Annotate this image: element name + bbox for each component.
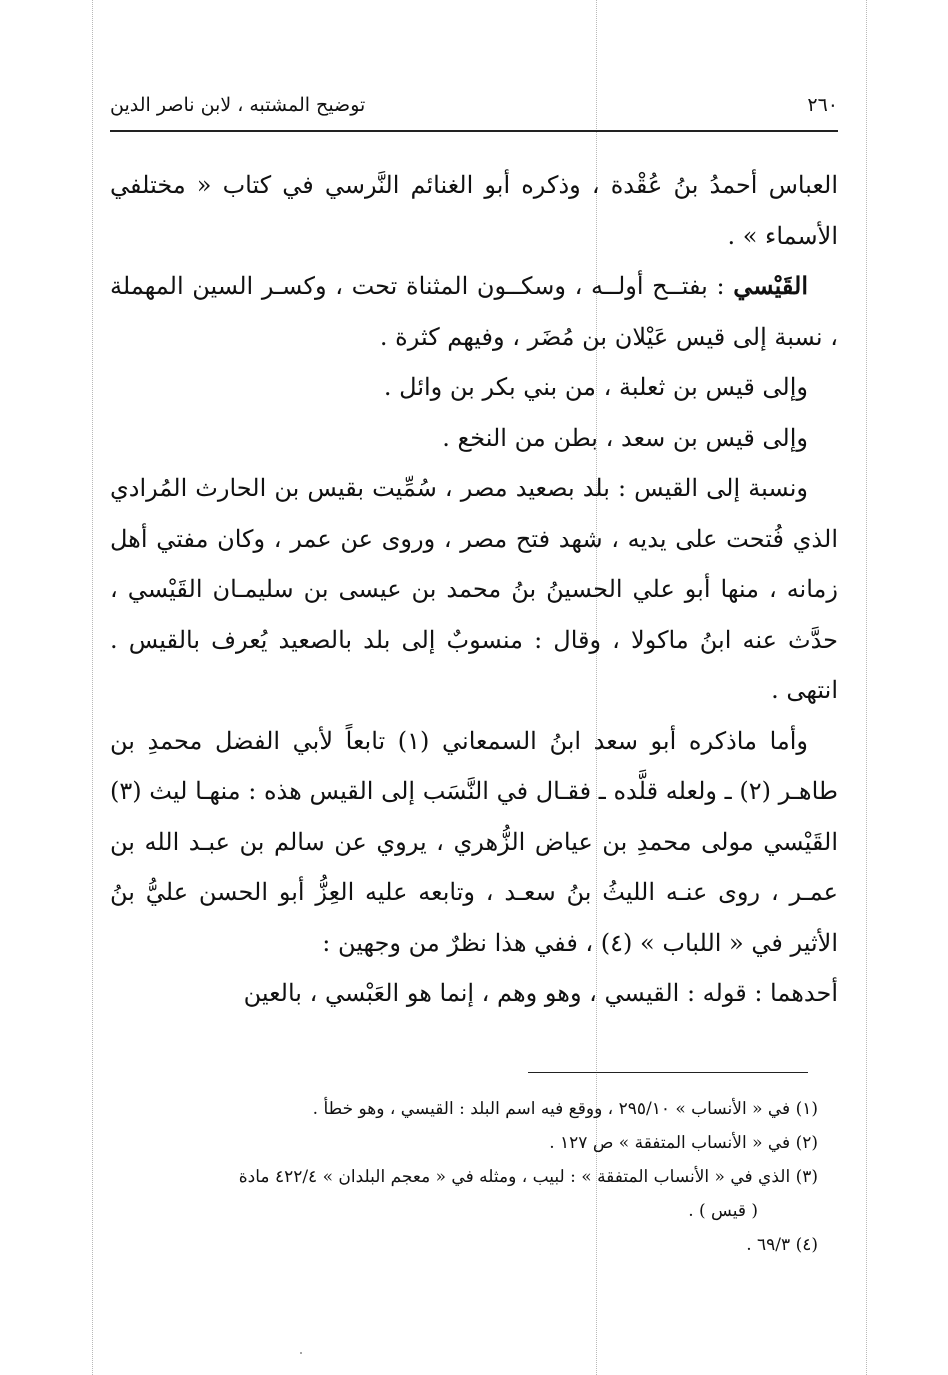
main-text: [110, 160, 838, 1019]
page-number: ٢٦٠: [807, 94, 838, 116]
scan-fold-line-right: [866, 0, 867, 1375]
scan-fold-line-left: [92, 0, 93, 1375]
paragraph-1: العباس أحمدُ بنُ عُقْدة ، وذكره أبو الغنائم النَّرسي في كتاب « مختلفي الأسماء » .: [110, 171, 838, 250]
paragraph-5: ونسبة إلى القيس : بلد بصعيد مصر ، سُمِّيت بقيس بن الحارث المُرادي الذي فُتحت على يديه ، شهد فتح مصر ، وروى عن عمر ، وكان مفتي أهل زمانه ، منها أبو علي الحسينُ بنُ محمد بن عيسى بن سليمـان القَيْسي ، حدَّث عنه ابنُ ماكولا ، وقال : منسوبٌ إلى بلد بالصعيد يُعرف بالقيس . انتهى .: [110, 474, 838, 704]
footnote-2: (٢) في « الأنساب المتفقة » ص ١٢٧ .: [549, 1133, 818, 1153]
footnote-rule: [528, 1072, 808, 1073]
footnotes: [110, 1092, 818, 1262]
footnote-3-continuation: ( قيس ) .: [688, 1201, 758, 1221]
entry-headword: القَيْسي: [733, 271, 808, 300]
paragraph-7: أحدهما : قوله : القيسي ، وهو وهم ، إنما هو العَبْسي ، بالعين: [243, 979, 838, 1007]
running-title: توضيح المشتبه ، لابن ناصر الدين: [110, 94, 366, 116]
footnote-4: (٤) ٦٩/٣ .: [746, 1235, 818, 1255]
footnote-1: (١) في « الأنساب » ٢٩٥/١٠ ، ووقع فيه اسم البلد : القيسي ، وهو خطأ .: [312, 1099, 818, 1119]
footnote-3: (٣) الذي في « الأنساب المتفقة » : لبيب ، ومثله في « معجم البلدان » ٤٢٢/٤ مادة: [238, 1167, 818, 1187]
entry-text: : بفتــح أولــه ، وسكــون المثناة تحت ، وكسـر السين المهملة ، نسبة إلى قيس عَيْلان بن مُضَر ، وفيهم كثرة .: [110, 272, 838, 351]
paragraph-4: وإلى قيس بن سعد ، بطن من النخع .: [442, 423, 808, 452]
paragraph-3: وإلى قيس بن ثعلبة ، من بني بكر بن وائل .: [383, 373, 808, 401]
paragraph-2: [110, 261, 838, 362]
scan-speck: [300, 1352, 302, 1354]
header-rule: [110, 130, 838, 132]
paragraph-6: وأما ماذكره أبو سعد ابنُ السمعاني (١) تابعاً لأبي الفضل محمدِ بن طاهـر (٢) ـ ولعله قلَّده ـ فقـال في النَّسَب إلى القيس هذه : منهـا ليث (٣) القَيْسي مولى محمدِ بن عياض الزُّهري ، يروي عن سالم بن عبـد الله بن عمـر ، روى عنـه الليثُ بنُ سعـد ، وتابعه عليه العِزُّ أبو الحسن عليُّ بنُ الأثير في « اللباب » (٤) ، ففي هذا نظرٌ من وجهين :: [110, 726, 839, 957]
running-header: [110, 90, 838, 120]
